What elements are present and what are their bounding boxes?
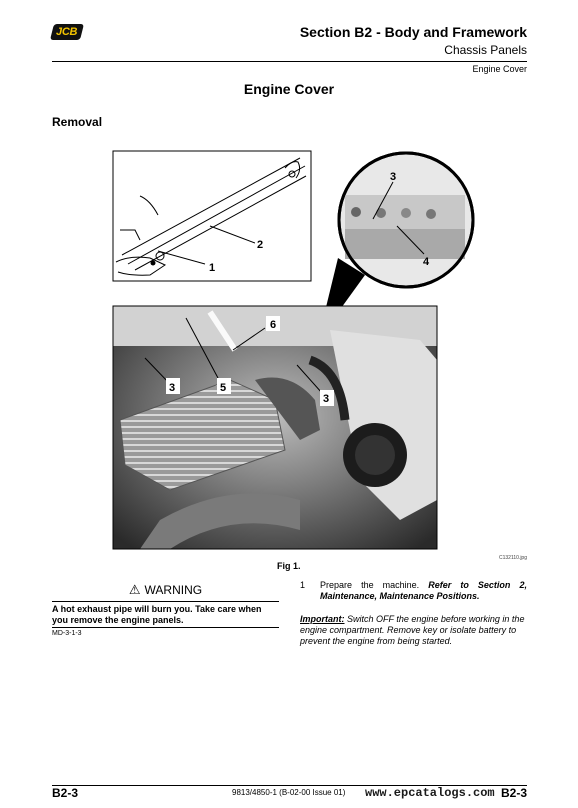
document-number: 9813/4850-1 (B-02-00 Issue 01)	[232, 788, 346, 797]
callout-5: 5	[220, 382, 227, 394]
engine-photo	[113, 306, 437, 549]
page-number-right: B2-3	[500, 786, 527, 800]
figure-code: C132110.jpg	[499, 555, 527, 561]
procedure-step-1	[300, 580, 527, 602]
warning-heading	[52, 582, 279, 598]
important-label: Important:	[300, 614, 345, 624]
callout-6: 6	[270, 319, 277, 331]
figure-caption: Fig 1.	[277, 561, 301, 571]
callout-2: 2	[257, 239, 264, 251]
section-subtitle: Chassis Panels	[444, 43, 527, 57]
warning-title: WARNING	[144, 583, 203, 597]
step-text: Prepare the machine.	[320, 580, 420, 590]
section-title: Section B2 - Body and Framework	[299, 24, 527, 40]
callout-3-left: 3	[169, 382, 176, 394]
important-text: Switch OFF the engine before working in the engine compartment. Remove key or isolate battery to prevent the engine from being started.	[300, 614, 525, 646]
warning-top-rule	[52, 601, 279, 602]
callout-1: 1	[209, 262, 216, 274]
warning-code: MD-3-1-3	[52, 630, 82, 637]
step-reference: Refer to Section 2, Maintenance, Maintenance Positions.	[320, 580, 527, 601]
warning-text: A hot exhaust pipe will burn you. Take care when you remove the engine panels.	[52, 604, 262, 625]
section-heading: Removal	[52, 115, 103, 129]
warning-bottom-rule	[52, 627, 279, 628]
page-number: B2-3	[52, 786, 79, 800]
page-title: Engine Cover	[243, 81, 335, 97]
page-reference: Engine Cover	[472, 64, 527, 74]
watermark-text: www.epcatalogs.com	[365, 786, 495, 800]
important-note	[300, 614, 527, 647]
warning-triangle-icon: ⚠	[128, 582, 141, 597]
callout-4: 4	[423, 256, 430, 268]
callout-3-right: 3	[323, 393, 330, 405]
logo-text: JCB	[56, 26, 78, 38]
callout-3-inset: 3	[390, 171, 397, 183]
step-number: 1	[300, 580, 306, 590]
